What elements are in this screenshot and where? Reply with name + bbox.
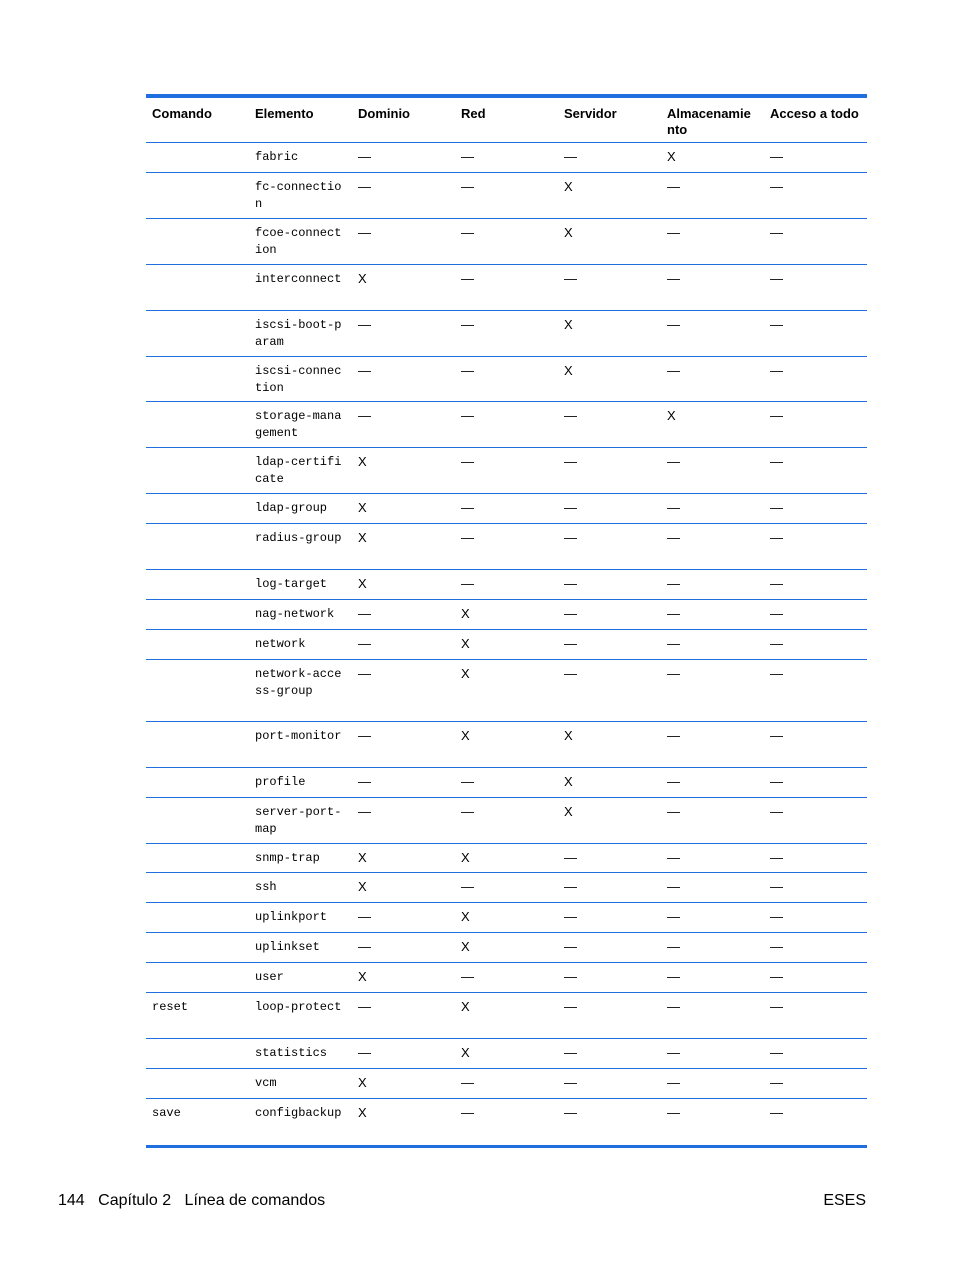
row-red-cell: — — [461, 149, 474, 164]
row-red-cell: — — [461, 225, 474, 240]
row-almacenamiento-cell: — — [667, 850, 680, 865]
row-red-cell: — — [461, 408, 474, 423]
row-servidor-cell: — — [564, 969, 577, 984]
row-acceso-a-todo-cell: — — [770, 317, 783, 332]
row-acceso-a-todo-cell: — — [770, 804, 783, 819]
row-comando-cell — [146, 311, 249, 356]
row-acceso-a-todo-cell: — — [770, 271, 783, 286]
table-row — [146, 173, 867, 219]
row-red-cell: — — [461, 500, 474, 515]
row-almacenamiento-cell: — — [667, 909, 680, 924]
permissions-table — [146, 94, 867, 1148]
table-row — [146, 993, 867, 1039]
row-acceso-a-todo-cell: — — [770, 1045, 783, 1060]
row-dominio-cell: X — [358, 271, 367, 286]
row-almacenamiento-cell: — — [667, 363, 680, 378]
row-dominio-cell: — — [358, 666, 371, 681]
row-almacenamiento-cell: — — [667, 179, 680, 194]
row-servidor-cell: X — [564, 179, 573, 194]
table-row — [146, 1069, 867, 1099]
row-comando-cell — [146, 173, 249, 218]
row-servidor-cell: — — [564, 666, 577, 681]
row-acceso-a-todo-cell: — — [770, 850, 783, 865]
row-elemento-cell: configbackup — [255, 1106, 342, 1120]
row-elemento-cell: profile — [255, 775, 306, 789]
table-row — [146, 768, 867, 798]
row-comando-cell — [146, 722, 249, 767]
row-dominio-cell: — — [358, 728, 371, 743]
table-row — [146, 722, 867, 768]
row-comando-cell — [146, 768, 249, 797]
row-acceso-a-todo-cell: — — [770, 363, 783, 378]
row-red-cell: X — [461, 999, 470, 1014]
row-elemento-cell: fc-connection — [255, 180, 342, 211]
row-red-cell: X — [461, 636, 470, 651]
row-red-cell: X — [461, 666, 470, 681]
row-acceso-a-todo-cell: — — [770, 969, 783, 984]
row-almacenamiento-cell: — — [667, 576, 680, 591]
row-elemento-cell: fcoe-connection — [255, 226, 342, 257]
row-elemento-cell: server-port-map — [255, 805, 342, 836]
row-comando-cell — [146, 933, 249, 962]
row-almacenamiento-cell: — — [667, 666, 680, 681]
row-servidor-cell: — — [564, 606, 577, 621]
row-almacenamiento-cell: X — [667, 149, 676, 164]
row-almacenamiento-cell: — — [667, 1105, 680, 1120]
row-almacenamiento-cell: — — [667, 1045, 680, 1060]
row-red-cell: — — [461, 576, 474, 591]
row-almacenamiento-cell: — — [667, 317, 680, 332]
row-acceso-a-todo-cell: — — [770, 530, 783, 545]
row-red-cell: — — [461, 879, 474, 894]
table-row — [146, 219, 867, 265]
row-almacenamiento-cell: X — [667, 408, 676, 423]
row-acceso-a-todo-cell: — — [770, 879, 783, 894]
row-servidor-cell: X — [564, 804, 573, 819]
row-acceso-a-todo-cell: — — [770, 636, 783, 651]
row-red-cell: — — [461, 317, 474, 332]
row-red-cell: — — [461, 969, 474, 984]
row-almacenamiento-cell: — — [667, 939, 680, 954]
row-almacenamiento-cell: — — [667, 606, 680, 621]
row-dominio-cell: X — [358, 1075, 367, 1090]
row-servidor-cell: X — [564, 774, 573, 789]
table-row — [146, 402, 867, 448]
chapter-title: Línea de comandos — [184, 1192, 326, 1209]
table-row — [146, 1039, 867, 1069]
row-comando-cell: save — [152, 1106, 181, 1120]
row-dominio-cell: X — [358, 969, 367, 984]
row-almacenamiento-cell: — — [667, 454, 680, 469]
row-elemento-cell: ssh — [255, 880, 277, 894]
row-servidor-cell: — — [564, 1045, 577, 1060]
table-row — [146, 357, 867, 402]
row-dominio-cell: — — [358, 939, 371, 954]
row-almacenamiento-cell: — — [667, 728, 680, 743]
row-acceso-a-todo-cell: — — [770, 500, 783, 515]
table-row — [146, 448, 867, 494]
locale-code: ESES — [823, 1192, 866, 1209]
row-comando-cell — [146, 630, 249, 659]
row-dominio-cell: — — [358, 225, 371, 240]
row-acceso-a-todo-cell: — — [770, 774, 783, 789]
row-dominio-cell: — — [358, 636, 371, 651]
table-row — [146, 933, 867, 963]
row-comando-cell — [146, 219, 249, 264]
row-dominio-cell: X — [358, 1105, 367, 1120]
row-acceso-a-todo-cell: — — [770, 408, 783, 423]
table-bottom-rule — [146, 1145, 867, 1148]
row-comando-cell — [146, 524, 249, 569]
row-comando-cell — [146, 963, 249, 992]
row-almacenamiento-cell: — — [667, 804, 680, 819]
row-dominio-cell: — — [358, 179, 371, 194]
row-servidor-cell: X — [564, 225, 573, 240]
row-comando-cell: reset — [152, 1000, 189, 1014]
row-almacenamiento-cell: — — [667, 530, 680, 545]
row-acceso-a-todo-cell: — — [770, 666, 783, 681]
row-elemento-cell: network — [255, 637, 306, 651]
header-almacenamiento: Almacenamie nto — [667, 106, 751, 137]
row-comando-cell — [146, 570, 249, 599]
row-red-cell: — — [461, 1075, 474, 1090]
row-elemento-cell: port-monitor — [255, 729, 342, 743]
row-dominio-cell: X — [358, 576, 367, 591]
row-acceso-a-todo-cell: — — [770, 909, 783, 924]
table-row — [146, 844, 867, 873]
row-elemento-cell: statistics — [255, 1046, 328, 1060]
header-red: Red — [461, 106, 486, 121]
row-dominio-cell: — — [358, 149, 371, 164]
row-comando-cell — [146, 600, 249, 629]
row-elemento-cell: ldap-group — [255, 501, 328, 515]
row-almacenamiento-cell: — — [667, 999, 680, 1014]
row-elemento-cell: user — [255, 970, 284, 984]
row-comando-cell — [146, 143, 249, 172]
table-row — [146, 143, 867, 173]
row-almacenamiento-cell: — — [667, 1075, 680, 1090]
row-elemento-cell: storage-management — [255, 409, 342, 440]
table-row — [146, 311, 867, 357]
row-acceso-a-todo-cell: — — [770, 179, 783, 194]
row-almacenamiento-cell: — — [667, 774, 680, 789]
table-row — [146, 630, 867, 660]
row-comando-cell — [146, 448, 249, 493]
row-almacenamiento-cell: — — [667, 879, 680, 894]
row-almacenamiento-cell: — — [667, 500, 680, 515]
row-elemento-cell: log-target — [255, 577, 328, 591]
table-row — [146, 524, 867, 570]
row-acceso-a-todo-cell: — — [770, 999, 783, 1014]
row-red-cell: X — [461, 1045, 470, 1060]
row-servidor-cell: X — [564, 728, 573, 743]
row-almacenamiento-cell: — — [667, 225, 680, 240]
row-elemento-cell: nag-network — [255, 607, 335, 621]
row-servidor-cell: — — [564, 636, 577, 651]
row-comando-cell — [146, 494, 249, 523]
row-dominio-cell: — — [358, 1045, 371, 1060]
table-row — [146, 963, 867, 993]
row-acceso-a-todo-cell: — — [770, 454, 783, 469]
table-row — [146, 1099, 867, 1145]
row-elemento-cell: uplinkset — [255, 940, 320, 954]
row-almacenamiento-cell: — — [667, 636, 680, 651]
row-comando-cell — [146, 873, 249, 902]
row-comando-cell — [146, 660, 249, 721]
page-number: 144 — [58, 1192, 85, 1209]
row-red-cell: X — [461, 939, 470, 954]
row-dominio-cell: X — [358, 879, 367, 894]
row-comando-cell — [146, 903, 249, 932]
row-acceso-a-todo-cell: — — [770, 576, 783, 591]
table-body — [146, 143, 867, 1145]
row-acceso-a-todo-cell: — — [770, 149, 783, 164]
row-comando-cell — [146, 844, 249, 872]
row-comando-cell — [146, 1069, 249, 1098]
chapter-label: Capítulo 2 — [98, 1192, 172, 1209]
row-red-cell: X — [461, 728, 470, 743]
row-red-cell: — — [461, 271, 474, 286]
row-elemento-cell: network-access-group — [255, 667, 342, 698]
row-elemento-cell: snmp-trap — [255, 851, 320, 865]
table-row — [146, 660, 867, 722]
table-header-row — [146, 98, 867, 143]
row-elemento-cell: loop-protect — [255, 1000, 342, 1014]
row-elemento-cell: uplinkport — [255, 910, 328, 924]
row-servidor-cell: X — [564, 317, 573, 332]
row-dominio-cell: — — [358, 606, 371, 621]
row-dominio-cell: — — [358, 774, 371, 789]
row-elemento-cell: radius-group — [255, 531, 342, 545]
row-red-cell: — — [461, 1105, 474, 1120]
row-red-cell: — — [461, 363, 474, 378]
row-red-cell: — — [461, 804, 474, 819]
row-servidor-cell: — — [564, 939, 577, 954]
row-comando-cell — [146, 265, 249, 310]
row-comando-cell — [146, 357, 249, 401]
page-footer — [58, 1192, 334, 1210]
row-dominio-cell: — — [358, 408, 371, 423]
row-red-cell: — — [461, 179, 474, 194]
row-servidor-cell: — — [564, 1105, 577, 1120]
row-servidor-cell: — — [564, 850, 577, 865]
row-acceso-a-todo-cell: — — [770, 1075, 783, 1090]
row-dominio-cell: X — [358, 530, 367, 545]
row-elemento-cell: fabric — [255, 150, 299, 164]
table-row — [146, 600, 867, 630]
row-elemento-cell: iscsi-boot-param — [255, 318, 342, 349]
row-dominio-cell: — — [358, 363, 371, 378]
row-servidor-cell: — — [564, 530, 577, 545]
row-red-cell: — — [461, 530, 474, 545]
row-servidor-cell: X — [564, 363, 573, 378]
row-elemento-cell: vcm — [255, 1076, 277, 1090]
row-servidor-cell: — — [564, 149, 577, 164]
row-dominio-cell: — — [358, 909, 371, 924]
table-row — [146, 798, 867, 844]
row-acceso-a-todo-cell: — — [770, 728, 783, 743]
row-comando-cell — [146, 1039, 249, 1068]
table-row — [146, 570, 867, 600]
row-servidor-cell: — — [564, 271, 577, 286]
row-dominio-cell: X — [358, 850, 367, 865]
row-servidor-cell: — — [564, 408, 577, 423]
row-servidor-cell: — — [564, 576, 577, 591]
row-almacenamiento-cell: — — [667, 271, 680, 286]
row-comando-cell — [146, 798, 249, 843]
row-red-cell: — — [461, 454, 474, 469]
row-dominio-cell: — — [358, 999, 371, 1014]
table-row — [146, 873, 867, 903]
row-servidor-cell: — — [564, 909, 577, 924]
row-red-cell: X — [461, 606, 470, 621]
row-dominio-cell: X — [358, 500, 367, 515]
row-dominio-cell: X — [358, 454, 367, 469]
row-servidor-cell: — — [564, 1075, 577, 1090]
row-acceso-a-todo-cell: — — [770, 225, 783, 240]
row-servidor-cell: — — [564, 500, 577, 515]
row-elemento-cell: interconnect — [255, 272, 342, 286]
row-dominio-cell: — — [358, 317, 371, 332]
header-acceso-a-todo: Acceso a todo — [770, 106, 859, 121]
row-elemento-cell: ldap-certificate — [255, 455, 342, 486]
row-dominio-cell: — — [358, 804, 371, 819]
row-servidor-cell: — — [564, 879, 577, 894]
row-servidor-cell: — — [564, 999, 577, 1014]
row-acceso-a-todo-cell: — — [770, 1105, 783, 1120]
table-row — [146, 494, 867, 524]
row-elemento-cell: iscsi-connection — [255, 364, 342, 395]
row-acceso-a-todo-cell: — — [770, 606, 783, 621]
row-red-cell: X — [461, 850, 470, 865]
table-row — [146, 265, 867, 311]
header-servidor: Servidor — [564, 106, 617, 121]
header-elemento: Elemento — [255, 106, 314, 121]
row-servidor-cell: — — [564, 454, 577, 469]
row-red-cell: X — [461, 909, 470, 924]
row-red-cell: — — [461, 774, 474, 789]
header-dominio: Dominio — [358, 106, 410, 121]
table-row — [146, 903, 867, 933]
row-acceso-a-todo-cell: — — [770, 939, 783, 954]
row-comando-cell — [146, 402, 249, 447]
row-almacenamiento-cell: — — [667, 969, 680, 984]
header-comando: Comando — [152, 106, 212, 121]
